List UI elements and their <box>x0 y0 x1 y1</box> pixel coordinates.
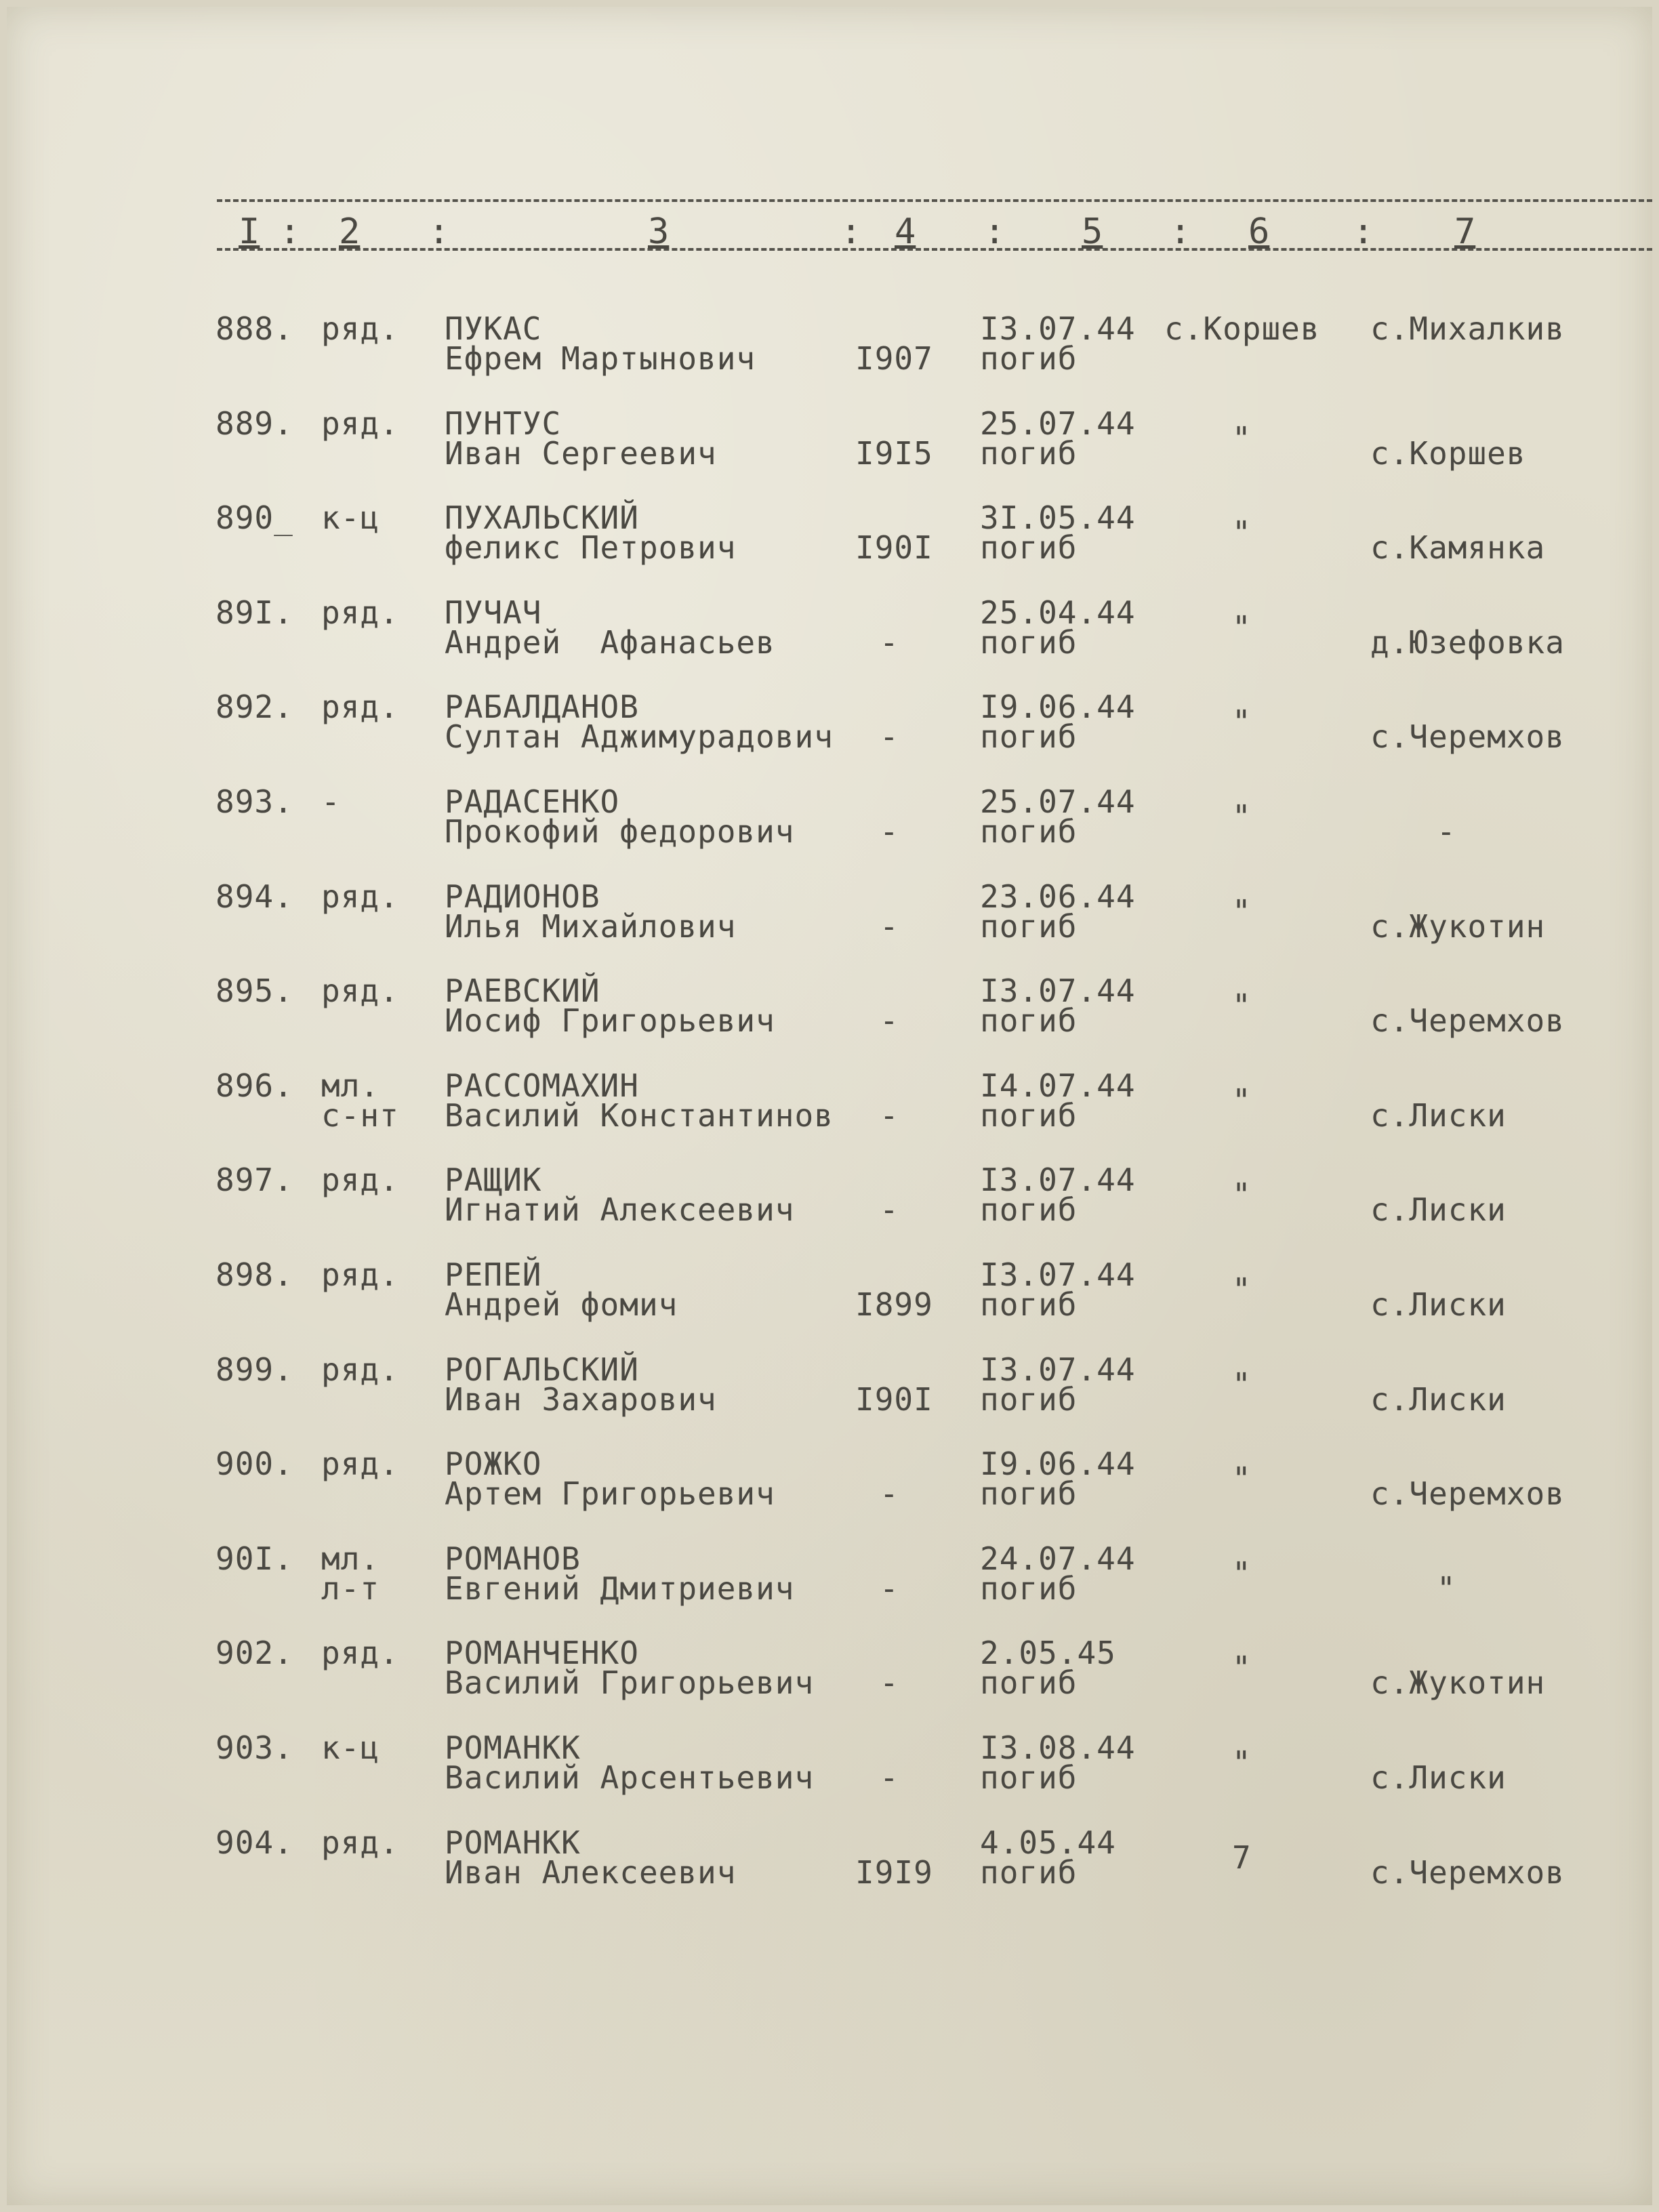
record-col7: с.Лиски <box>1370 1286 1507 1323</box>
header-sep: : <box>279 211 301 252</box>
record-year: - <box>880 1191 899 1229</box>
record-name: Василий Григорьевич <box>445 1664 815 1702</box>
record-name: Иван Захарович <box>445 1380 717 1418</box>
record-number: 890_ <box>216 499 293 537</box>
record-surname: РАЕВСКИЙ <box>445 972 600 1010</box>
record-surname: ПУХАЛЬСКИЙ <box>445 499 639 537</box>
header-col-3: 3 <box>648 211 670 252</box>
record-date: I3.07.44 <box>980 1256 1136 1293</box>
record-date: I3.07.44 <box>980 1351 1136 1388</box>
record-date: I9.06.44 <box>980 1446 1136 1483</box>
record-rank: мл. <box>321 1067 380 1104</box>
header-col-1: I <box>239 211 260 252</box>
record-col6: " <box>1232 703 1252 741</box>
record-year: - <box>880 813 899 850</box>
record-col6: " <box>1232 609 1252 646</box>
record-rank-2: с-нт <box>321 1097 399 1134</box>
record-number: 889. <box>216 405 293 442</box>
record-number: 899. <box>216 1351 293 1388</box>
record-date: I3.07.44 <box>980 972 1136 1010</box>
record-col6: " <box>1232 1271 1252 1308</box>
record-fate: погиб <box>980 813 1078 850</box>
record-surname: РОМАНКК <box>445 1824 581 1861</box>
record-date: 3I.05.44 <box>980 499 1136 537</box>
record-fate: погиб <box>980 1570 1078 1607</box>
record-name: Василий Константинов <box>445 1097 834 1134</box>
record-col7: с.Коршев <box>1370 434 1526 472</box>
record-date: I3.07.44 <box>980 310 1136 347</box>
record-date: 24.07.44 <box>980 1540 1136 1577</box>
record-number: 902. <box>216 1635 293 1672</box>
record-name: Иван Алексеевич <box>445 1853 737 1891</box>
record-col7: с.Черемхов <box>1370 1002 1565 1040</box>
record-surname: РОМАНОВ <box>445 1540 581 1577</box>
record-col6: с.Коршев <box>1164 310 1320 347</box>
record-rank-2: л-т <box>321 1570 380 1607</box>
record-fate: погиб <box>980 907 1078 945</box>
record-fate: погиб <box>980 718 1078 756</box>
record-rank: ряд. <box>321 594 399 631</box>
record-col6: " <box>1232 1176 1252 1214</box>
record-rank: ряд. <box>321 1351 399 1388</box>
record-surname: ПУКАС <box>445 310 542 347</box>
record-date: I3.08.44 <box>980 1729 1136 1766</box>
record-date: 25.04.44 <box>980 594 1136 631</box>
record-col6: " <box>1232 893 1252 930</box>
record-col7: с.Черемхов <box>1370 1853 1565 1891</box>
record-fate: погиб <box>980 1664 1078 1702</box>
record-number: 897. <box>216 1162 293 1199</box>
header-col-7: 7 <box>1454 211 1476 252</box>
record-name: Игнатий Алексеевич <box>445 1191 795 1229</box>
record-number: 900. <box>216 1446 293 1483</box>
record-rank: ряд. <box>321 1162 399 1199</box>
record-surname: РОГАЛЬСКИЙ <box>445 1351 639 1388</box>
record-fate: погиб <box>980 1853 1078 1891</box>
record-surname: ПУЧАЧ <box>445 594 542 631</box>
record-date: 2.05.45 <box>980 1635 1116 1672</box>
record-col7: - <box>1437 813 1456 850</box>
record-fate: погиб <box>980 623 1078 661</box>
record-surname: РОМАНКК <box>445 1729 581 1766</box>
record-surname: РЕПЕЙ <box>445 1256 542 1293</box>
record-year: I9I9 <box>855 1853 933 1891</box>
record-date: I4.07.44 <box>980 1067 1136 1104</box>
record-number: 90I. <box>216 1540 293 1577</box>
record-name: Султан Аджимурадович <box>445 718 834 756</box>
record-number: 893. <box>216 783 293 820</box>
record-col6: " <box>1232 1555 1252 1592</box>
header-top-rule <box>217 199 1652 202</box>
record-fate: погиб <box>980 1380 1078 1418</box>
record-number: 888. <box>216 310 293 347</box>
record-year: I907 <box>855 340 933 377</box>
record-col7: " <box>1437 1570 1456 1607</box>
header-col-2: 2 <box>339 211 361 252</box>
record-surname: РАССОМАХИН <box>445 1067 639 1104</box>
record-col7: с.Жукотин <box>1370 1664 1546 1702</box>
record-col7: с.Черемхов <box>1370 1475 1565 1513</box>
record-col6: " <box>1232 514 1252 552</box>
record-col7: с.Лиски <box>1370 1191 1507 1229</box>
record-name: феликс Петрович <box>445 529 737 567</box>
record-date: 23.06.44 <box>980 878 1136 915</box>
record-name: Иосиф Григорьевич <box>445 1002 775 1040</box>
record-name: Василий Арсентьевич <box>445 1759 815 1796</box>
record-col6: " <box>1232 1082 1252 1119</box>
record-surname: РАДИОНОВ <box>445 878 600 915</box>
record-col7: с.Лиски <box>1370 1097 1507 1134</box>
record-rank: ряд. <box>321 310 399 347</box>
record-name: Иван Сергеевич <box>445 434 717 472</box>
header-col-4: 4 <box>895 211 916 252</box>
record-rank: ряд. <box>321 405 399 442</box>
record-year: - <box>880 718 899 756</box>
record-col7: с.Лиски <box>1370 1759 1507 1796</box>
record-fate: погиб <box>980 434 1078 472</box>
record-rank: к-ц <box>321 1729 380 1766</box>
record-surname: РОЖКО <box>445 1446 542 1483</box>
record-rank: к-ц <box>321 499 380 537</box>
record-number: 895. <box>216 972 293 1010</box>
record-rank: ряд. <box>321 1446 399 1483</box>
record-name: Ефрем Мартынович <box>445 340 756 377</box>
record-fate: погиб <box>980 1002 1078 1040</box>
record-col7: с.Камянка <box>1370 529 1546 567</box>
record-number: 89I. <box>216 594 293 631</box>
record-fate: погиб <box>980 529 1078 567</box>
record-rank: ряд. <box>321 1824 399 1861</box>
record-col7: с.Михалкив <box>1370 310 1565 347</box>
record-col7: с.Лиски <box>1370 1380 1507 1418</box>
record-year: I899 <box>855 1286 933 1323</box>
record-col6: " <box>1232 1650 1252 1687</box>
record-name: Евгений Дмитриевич <box>445 1570 795 1607</box>
record-number: 892. <box>216 689 293 726</box>
record-col7: с.Черемхов <box>1370 718 1565 756</box>
header-sep: : <box>1170 211 1191 252</box>
record-year: - <box>880 1570 899 1607</box>
header-sep: : <box>1353 211 1374 252</box>
record-col6: " <box>1232 987 1252 1025</box>
record-col6: " <box>1232 1366 1252 1403</box>
record-number: 903. <box>216 1729 293 1766</box>
record-col6: " <box>1232 419 1252 457</box>
record-year: - <box>880 1097 899 1134</box>
record-number: 898. <box>216 1256 293 1293</box>
record-date: 25.07.44 <box>980 783 1136 820</box>
header-sep: : <box>428 211 450 252</box>
record-year: - <box>880 907 899 945</box>
record-fate: погиб <box>980 1475 1078 1513</box>
header-sep: : <box>984 211 1006 252</box>
record-date: 4.05.44 <box>980 1824 1116 1861</box>
record-col7: с.Жукотин <box>1370 907 1546 945</box>
record-fate: погиб <box>980 340 1078 377</box>
record-col6: " <box>1232 1460 1252 1498</box>
record-name: Прокофий федорович <box>445 813 795 850</box>
record-surname: РАБАЛДАНОВ <box>445 689 639 726</box>
record-col6: " <box>1232 1744 1252 1781</box>
record-col7: д.Юзефовка <box>1370 623 1565 661</box>
record-rank: ряд. <box>321 972 399 1010</box>
record-year: - <box>880 1002 899 1040</box>
record-name: Андрей Афанасьев <box>445 623 775 661</box>
record-date: I3.07.44 <box>980 1162 1136 1199</box>
record-number: 894. <box>216 878 293 915</box>
record-surname: РОМАНЧЕНКО <box>445 1635 639 1672</box>
record-year: I90I <box>855 529 933 567</box>
record-number: 896. <box>216 1067 293 1104</box>
record-name: Андрей фомич <box>445 1286 678 1323</box>
record-year: - <box>880 1759 899 1796</box>
record-rank: - <box>321 783 341 820</box>
record-fate: погиб <box>980 1759 1078 1796</box>
record-surname: РАЩИК <box>445 1162 542 1199</box>
record-rank: ряд. <box>321 878 399 915</box>
header-col-5: 5 <box>1082 211 1103 252</box>
record-col6: 7 <box>1232 1839 1252 1876</box>
record-rank: ряд. <box>321 1256 399 1293</box>
record-fate: погиб <box>980 1097 1078 1134</box>
record-surname: ПУНТУС <box>445 405 562 442</box>
record-name: Артем Григорьевич <box>445 1475 775 1513</box>
record-year: - <box>880 623 899 661</box>
record-date: 25.07.44 <box>980 405 1136 442</box>
record-name: Илья Михайлович <box>445 907 737 945</box>
record-fate: погиб <box>980 1191 1078 1229</box>
record-year: - <box>880 1664 899 1702</box>
record-fate: погиб <box>980 1286 1078 1323</box>
record-rank: мл. <box>321 1540 380 1577</box>
record-col6: " <box>1232 798 1252 835</box>
header-col-6: 6 <box>1248 211 1270 252</box>
record-year: I90I <box>855 1380 933 1418</box>
header-sep: : <box>840 211 862 252</box>
record-year: - <box>880 1475 899 1513</box>
record-number: 904. <box>216 1824 293 1861</box>
record-rank: ряд. <box>321 1635 399 1672</box>
record-date: I9.06.44 <box>980 689 1136 726</box>
record-surname: РАДАСЕНКО <box>445 783 620 820</box>
record-year: I9I5 <box>855 434 933 472</box>
record-rank: ряд. <box>321 689 399 726</box>
